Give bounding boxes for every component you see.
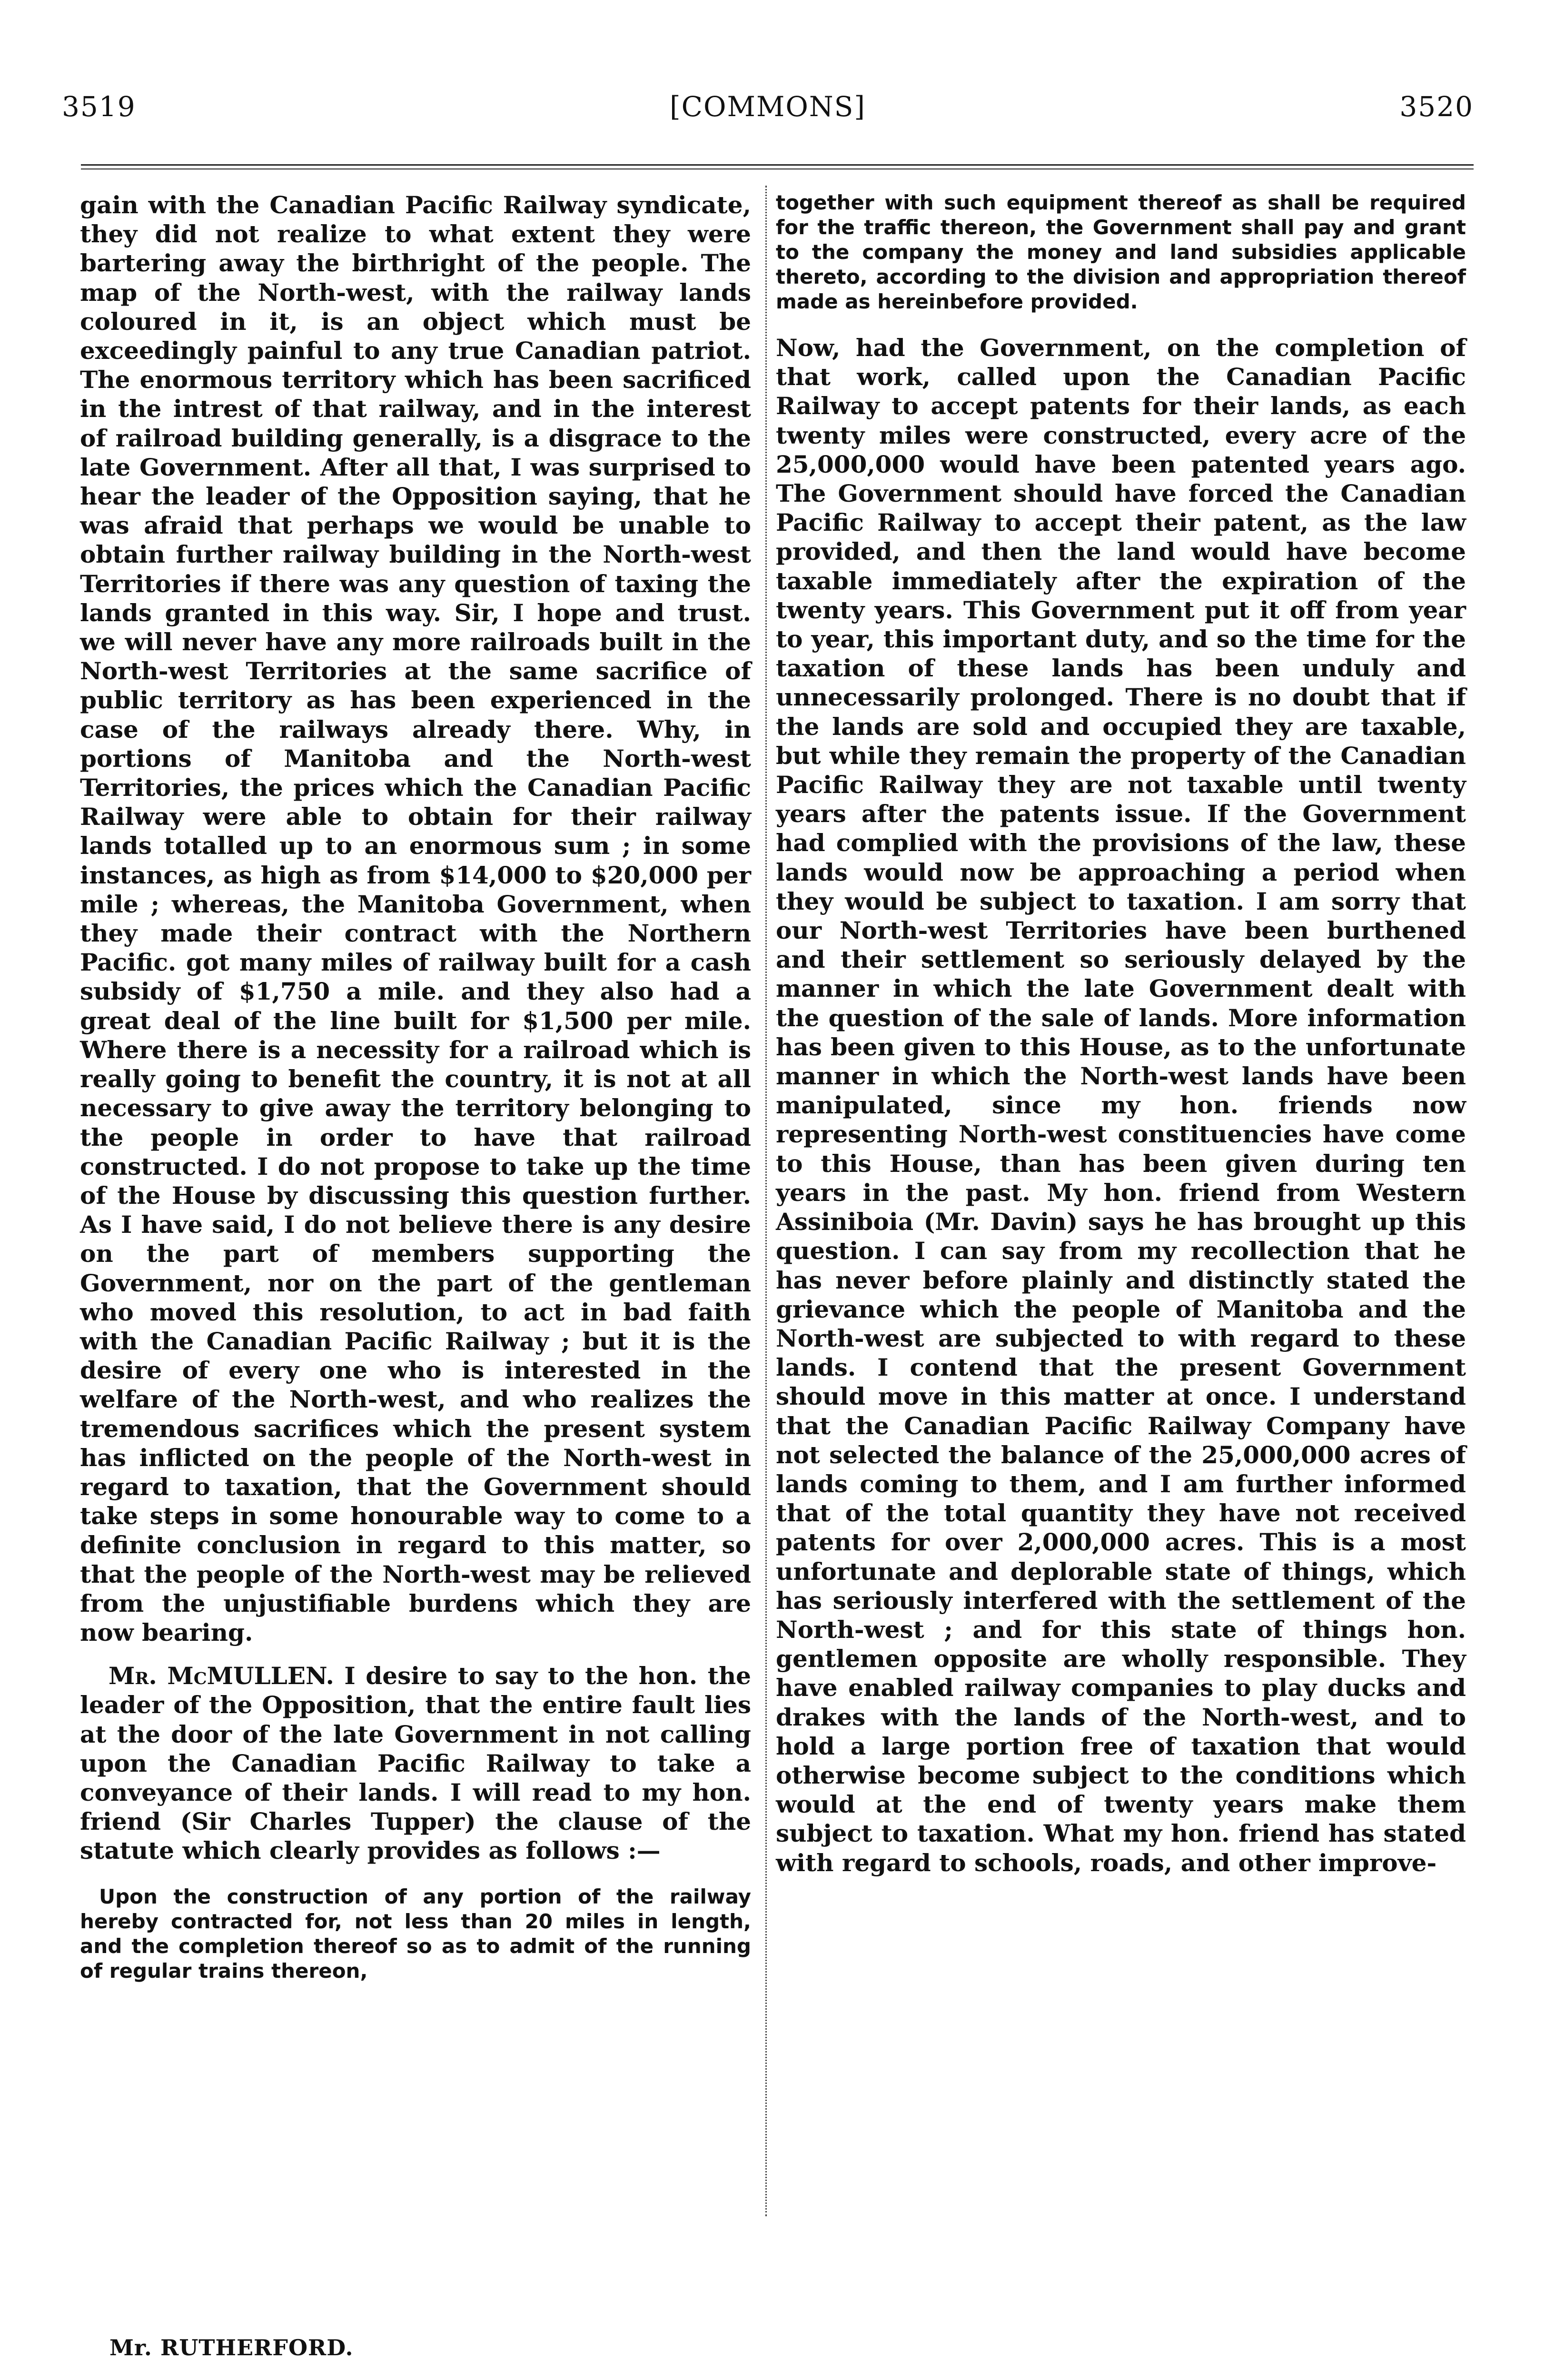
left-column bbox=[80, 190, 751, 1983]
right-column bbox=[776, 190, 1466, 1877]
running-speaker-name: Mr. RUTHERFORD. bbox=[109, 2335, 354, 2360]
column-divider bbox=[765, 186, 767, 2216]
statute-quote: Upon the construction of any portion of the railway hereby contracted for, not less than 20 miles in length, and the completion thereof so as to admit of the running of regular trains thereon, bbox=[80, 1884, 751, 1983]
paragraph-2 bbox=[80, 1661, 751, 1865]
page-header bbox=[62, 90, 1474, 133]
speaker-name: Mr. McMULLEN. bbox=[109, 1662, 334, 1690]
page-title: [COMMONS] bbox=[670, 90, 866, 123]
left-page-number: 3519 bbox=[62, 90, 136, 123]
paragraph-1: gain with the Canadian Pacific Railway syndicate, they did not realize to what extent they were bartering away the birthright of the people. The map of the North-west, with the railway lands coloured in it, is an object which must be exceedingly painful to any true Canadian patriot. The enormous territory which has been sacrificed in the intrest of that railway, and in the interest of railroad building generally, is a disgrace to the late Government. After all that, I was surprised to hear the leader of the Opposition saying, that he was afraid that perhaps we would be unable to obtain further railway building in the North-west Territories if there was any question of taxing the lands granted in this way. Sir, I hope and trust. we will never have any more railroads built in the North-west Territories at the same sacrifice of public territory as has been experienced in the case of the railways already there. Why, in portions of Manitoba and the North-west Territories, the prices which the Canadian Pacific Railway were able to obtain for their railway lands totalled up to an enormous sum ; in some instances, as high as from $14,000 to $20,000 per mile ; whereas, the Manitoba Government, when they made their contract with the Northern Pacific. got many miles of railway built for a cash subsidy of $1,750 a mile. and they also had a great deal of the line built for $1,500 per mile. Where there is a necessity for a railroad which is really going to benefit the country, it is not at all necessary to give away the territory belonging to the people in order to have that railroad constructed. I do not propose to take up the time of the House by discussing this question further. As I have said, I do not believe there is any desire on the part of members supporting the Government, nor on the part of the gentleman who moved this resolution, to act in bad faith with the Canadian Pacific Railway ; but it is the desire of every one who is interested in the welfare of the North-west, and who realizes the tremendous sacrifices which the present system has inflicted on the people of the North-west in regard to taxation, that the Government should take steps in some honourable way to come to a definite conclusion in regard to this matter, so that the people of the North-west may be relieved from the unjustifiable burdens which they are now bearing. bbox=[80, 191, 751, 1646]
paragraph-3: Now, had the Government, on the completion of that work, called upon the Canadian Pacific Railway to accept patents for their lands, as each twenty miles were constructed, every acre of the 25,000,000 would have been patented years ago. The Government should have forced the Canadian Pacific Railway to accept their patent, as the law provided, and then the land would have become taxable immediately after the expiration of the twenty years. This Government put it off from year to year, this important duty, and so the time for the taxation of these lands has been unduly and unnecessarily prolonged. There is no doubt that if the lands are sold and occupied they are taxable, but while they remain the property of the Canadian Pacific Railway they are not taxable until twenty years after the patents issue. If the Government had complied with the provisions of the law, these lands would now be approaching a period when they would be subject to taxation. I am sorry that our North-west Territories have been burthened and their settlement so seriously delayed by the manner in which the late Government dealt with the question of the sale of lands. More information has been given to this House, as to the unfortunate manner in which the North-west lands have been manipulated, since my hon. friends now representing North-west constituencies have come to this House, than has been given during ten years in the past. My hon. friend from Western Assiniboia (Mr. Davin) says he has brought up this question. I can say from my recollection that he has never before plainly and distinctly stated the grievance which the people of Manitoba and the North-west are subjected to with regard to these lands. I contend that the present Government should move in this matter at once. I understand that the Canadian Pacific Railway Company have not selected the balance of the 25,000,000 acres of lands coming to them, and I am further informed that of the total quantity they have not received patents for over 2,000,000 acres. This is a most unfortunate and deplorable state of things, which has seriously interfered with the settlement of the North-west ; and for this state of things hon. gentlemen opposite are wholly responsible. They have enabled railway companies to play ducks and drakes with the lands of the North-west, and to hold a large portion free of taxation that would otherwise become subject to the conditions which would at the end of twenty years make them subject to taxation. What my hon. friend has stated with regard to schools, roads, and other improve- bbox=[776, 334, 1466, 1877]
header-rule bbox=[81, 164, 1474, 169]
right-page-number: 3520 bbox=[1399, 90, 1474, 123]
statute-quote-continued: together with such equipment thereof as shall be required for the traffic thereon, the Government shall pay and grant to the company the money and land subsidies applicable thereto, according to the division and appropriation thereof made as hereinbefore provided. bbox=[776, 191, 1466, 313]
speech-text: I desire to say to the hon. the leader of the Opposition, that the entire fault lies at the door of the late Government in not calling upon the Canadian Pacific Railway to take a conveyance of their lands. I will read to my hon. friend (Sir Charles Tupper) the clause of the statute which clearly provides as follows :— bbox=[80, 1662, 751, 1865]
